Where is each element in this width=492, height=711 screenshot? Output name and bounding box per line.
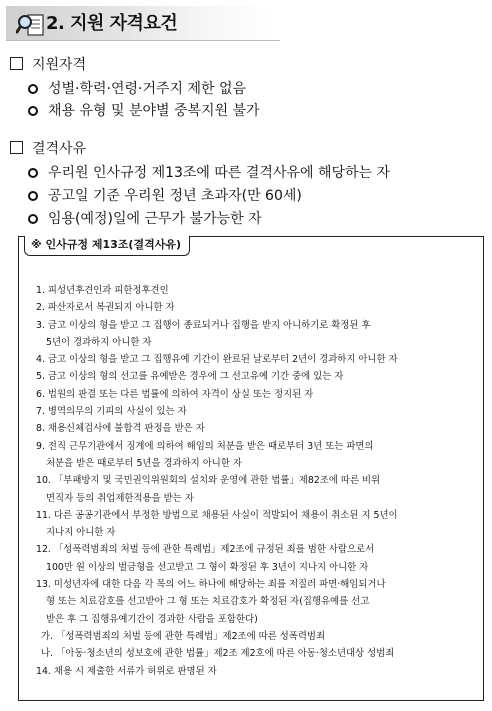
regulation-box-label: ※ 인사규정 제13조(결격사유) bbox=[24, 236, 190, 256]
regulation-line: 7. 병역의무의 기피의 사실이 있는 자 bbox=[36, 406, 187, 418]
regulation-line: 2. 파산자로서 복권되지 아니한 자 bbox=[36, 302, 175, 314]
regulation-line: 11. 다른 공공기관에서 부정한 방법으로 채용된 사실이 적발되어 채용이 취소된 지 5년이 bbox=[36, 509, 398, 521]
regulation-line: 4. 금고 이상의 형을 받고 그 집행유예 기간이 완료된 날로부터 2년이 경과하지 아니한 자 bbox=[36, 354, 398, 366]
circle-bullet-icon bbox=[28, 191, 38, 201]
regulation-line: 지나지 아니한 자 bbox=[46, 527, 116, 539]
regulation-line: 받은 후 그 집행유예기간이 경과한 사람을 포함한다) bbox=[46, 613, 258, 625]
regulation-line: 3. 금고 이상의 형을 받고 그 집행이 종료되거나 집행을 받지 아니하기로 확정된 후 bbox=[36, 319, 371, 331]
circle-bullet-icon bbox=[28, 106, 38, 116]
regulation-line: 1. 피성년후견인과 피한정후견인 bbox=[36, 285, 169, 296]
square-bullet-icon bbox=[10, 141, 23, 154]
regulation-line: 8. 채용신체검사에 불합격 판정을 받은 자 bbox=[36, 423, 205, 435]
section-heading-disqualification: 결격사유 bbox=[10, 138, 86, 158]
eligibility-item: 채용 유형 및 분야별 중복지원 불가 bbox=[28, 100, 260, 120]
disqualification-item: 임용(예정)일에 근무가 불가능한 자 bbox=[28, 208, 262, 228]
disqualification-item: 우리원 인사규정 제13조에 따른 결격사유에 해당하는 자 bbox=[28, 162, 390, 182]
regulation-line: 형 또는 치료감호를 선고받아 그 형 또는 치료감호가 확정된 자(집행유예를 선고 bbox=[46, 596, 370, 608]
regulation-line: 6. 법원의 판결 또는 다른 법률에 의하여 자격이 상실 또는 정지된 자 bbox=[36, 388, 314, 400]
circle-bullet-icon bbox=[28, 168, 38, 178]
regulation-line: 가. 「성폭력범죄의 처벌 등에 관한 특례법」제2조에 따른 성폭력범죄 bbox=[41, 630, 326, 642]
regulation-line: 14. 채용 시 제출한 서류가 허위로 판명된 자 bbox=[36, 665, 217, 677]
section-heading-eligibility: 지원자격 bbox=[10, 54, 86, 74]
circle-bullet-icon bbox=[28, 214, 38, 224]
circle-bullet-icon bbox=[28, 84, 38, 94]
regulation-line: 9. 전직 근무기관에서 징계에 의하여 해임의 처분을 받은 때로부터 3년 또는 파면의 bbox=[36, 440, 374, 452]
regulation-line: 면직자 등의 취업제한적용을 받는 자 bbox=[46, 492, 194, 504]
regulation-line: 12. 「성폭력범죄의 처벌 등에 관한 특례법」제2조에 규정된 죄를 범한 사람으로서 bbox=[36, 544, 375, 556]
disqualification-item: 공고일 기준 우리원 정년 초과자(만 60세) bbox=[28, 185, 302, 205]
eligibility-item: 성별·학력·연령·거주지 제한 없음 bbox=[28, 78, 246, 98]
title-underline bbox=[6, 40, 280, 41]
regulation-line: 처분을 받은 때로부터 5년을 경과하지 아니한 자 bbox=[46, 457, 242, 469]
regulation-line: 100만 원 이상의 벌금형을 선고받고 그 형이 확정된 후 3년이 지나지 아니한 자 bbox=[46, 561, 369, 573]
square-bullet-icon bbox=[10, 57, 23, 70]
regulation-line: 10. 「부패방지 및 국민권익위원회의 설치와 운영에 관한 법률」제82조에 따른 비위 bbox=[36, 475, 381, 487]
regulation-line: 13. 미성년자에 대한 다음 각 목의 어느 하나에 해당하는 죄를 저질러 파면·해임되거나 bbox=[36, 579, 386, 591]
regulation-line: 5. 금고 이상의 형의 선고를 유예받은 경우에 그 선고유예 기간 중에 있는 자 bbox=[36, 371, 344, 383]
page-title: 2. 지원 자격요건 bbox=[46, 13, 178, 34]
regulation-list bbox=[36, 282, 476, 680]
regulation-line: 나. 「아동·청소년의 성보호에 관한 법률」제2조 제2호에 따른 아동·청소년대상 성범죄 bbox=[41, 648, 395, 660]
regulation-line: 5년이 경과하지 아니한 자 bbox=[46, 336, 152, 348]
